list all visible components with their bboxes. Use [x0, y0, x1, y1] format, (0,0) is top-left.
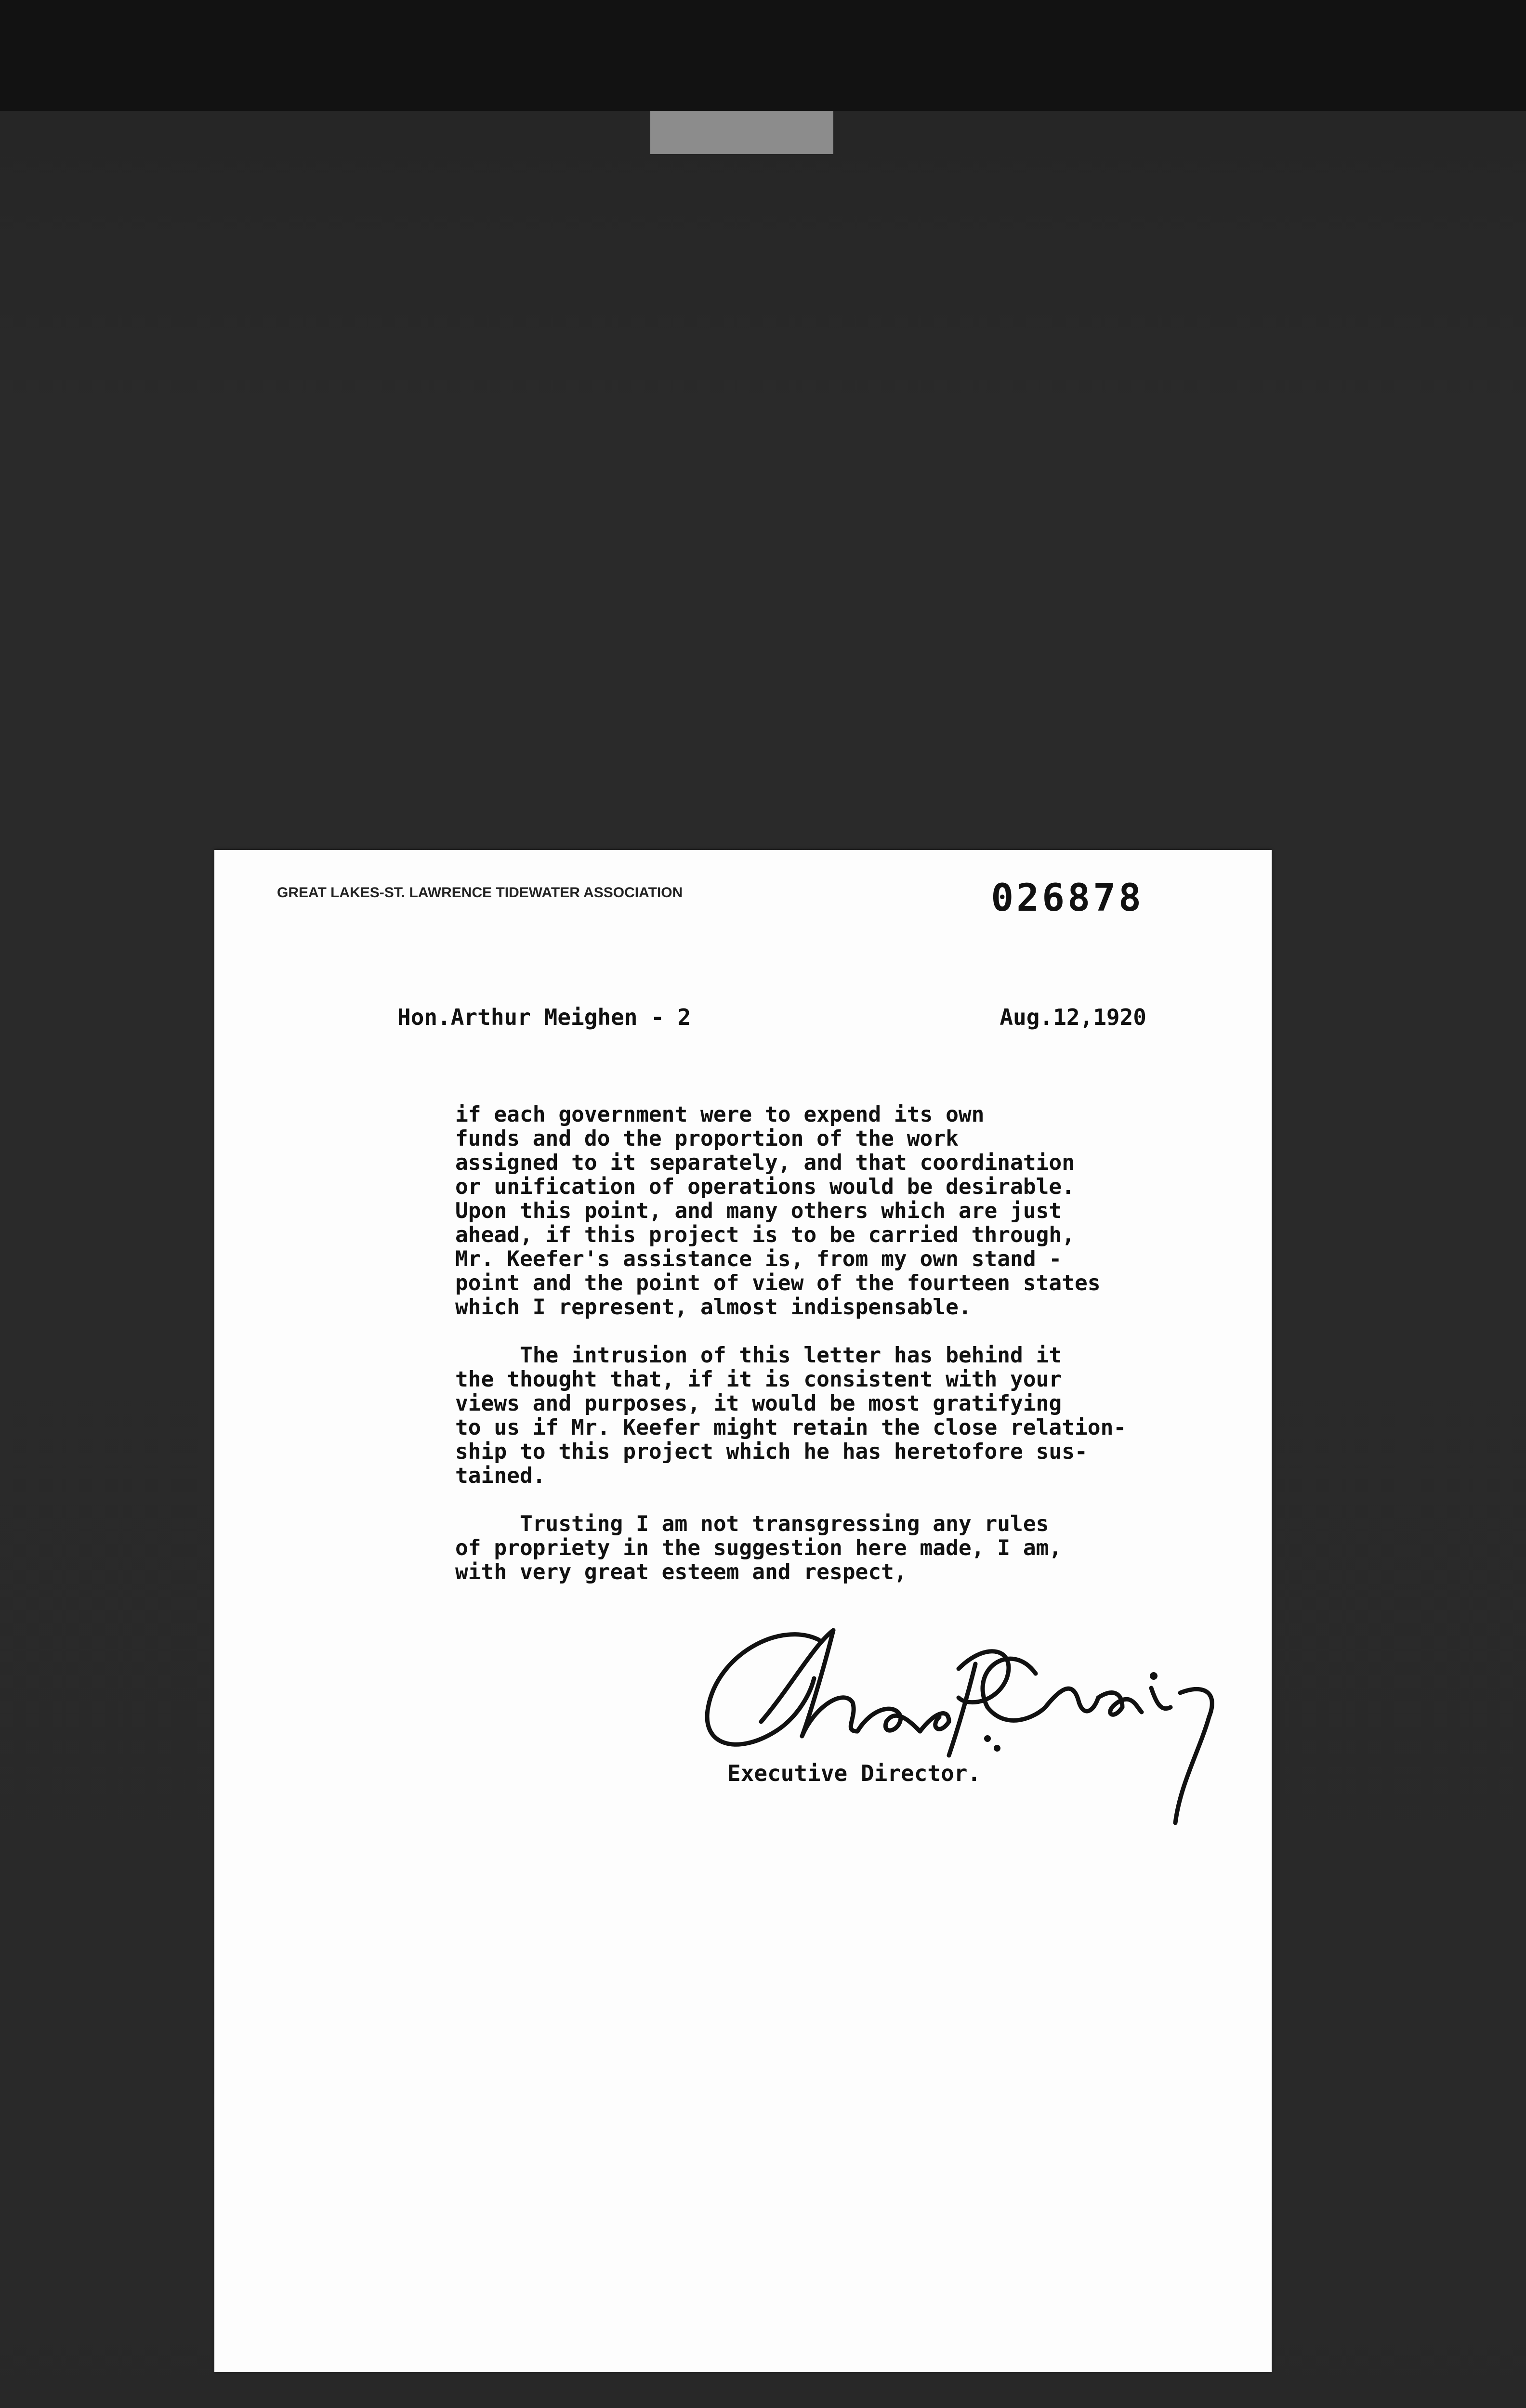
handwritten-signature — [698, 1611, 1238, 1832]
tape-strip — [650, 111, 833, 154]
addressee-line: Hon.Arthur Meighen - 2 — [397, 1004, 691, 1030]
letter-date: Aug.12,1920 — [1000, 1004, 1146, 1030]
letter-body — [455, 1103, 1226, 1609]
top-border — [0, 0, 1526, 111]
signatory-title: Executive Director. — [727, 1760, 981, 1786]
document-number: 026878 — [991, 877, 1144, 920]
letterhead: GREAT LAKES-ST. LAWRENCE TIDEWATER ASSOCIATION — [277, 885, 683, 901]
paragraph-2: The intrusion of this letter has behind it the thought that, if it is consistent with your views and purposes, it would be most gratifying to us if Mr. Keefer might retain the close relation- ship to this project which he has heretofore sus- tained. — [455, 1343, 1127, 1488]
paragraph-1: if each government were to expend its own funds and do the proportion of the work assigned to it separately, and that coordination or unification of operations would be desirable. Upon this point, and many others which are just ahead, if this project is to be carried through, Mr. Keefer's assistance is, from my own stand - point and the point of view of the fourteen states which I represent, almost indispensable. — [455, 1102, 1101, 1320]
paragraph-3: Trusting I am not transgressing any rules of propriety in the suggestion here made, I am, with very great esteem and respect, — [455, 1512, 1062, 1584]
letter-page — [214, 850, 1272, 2372]
